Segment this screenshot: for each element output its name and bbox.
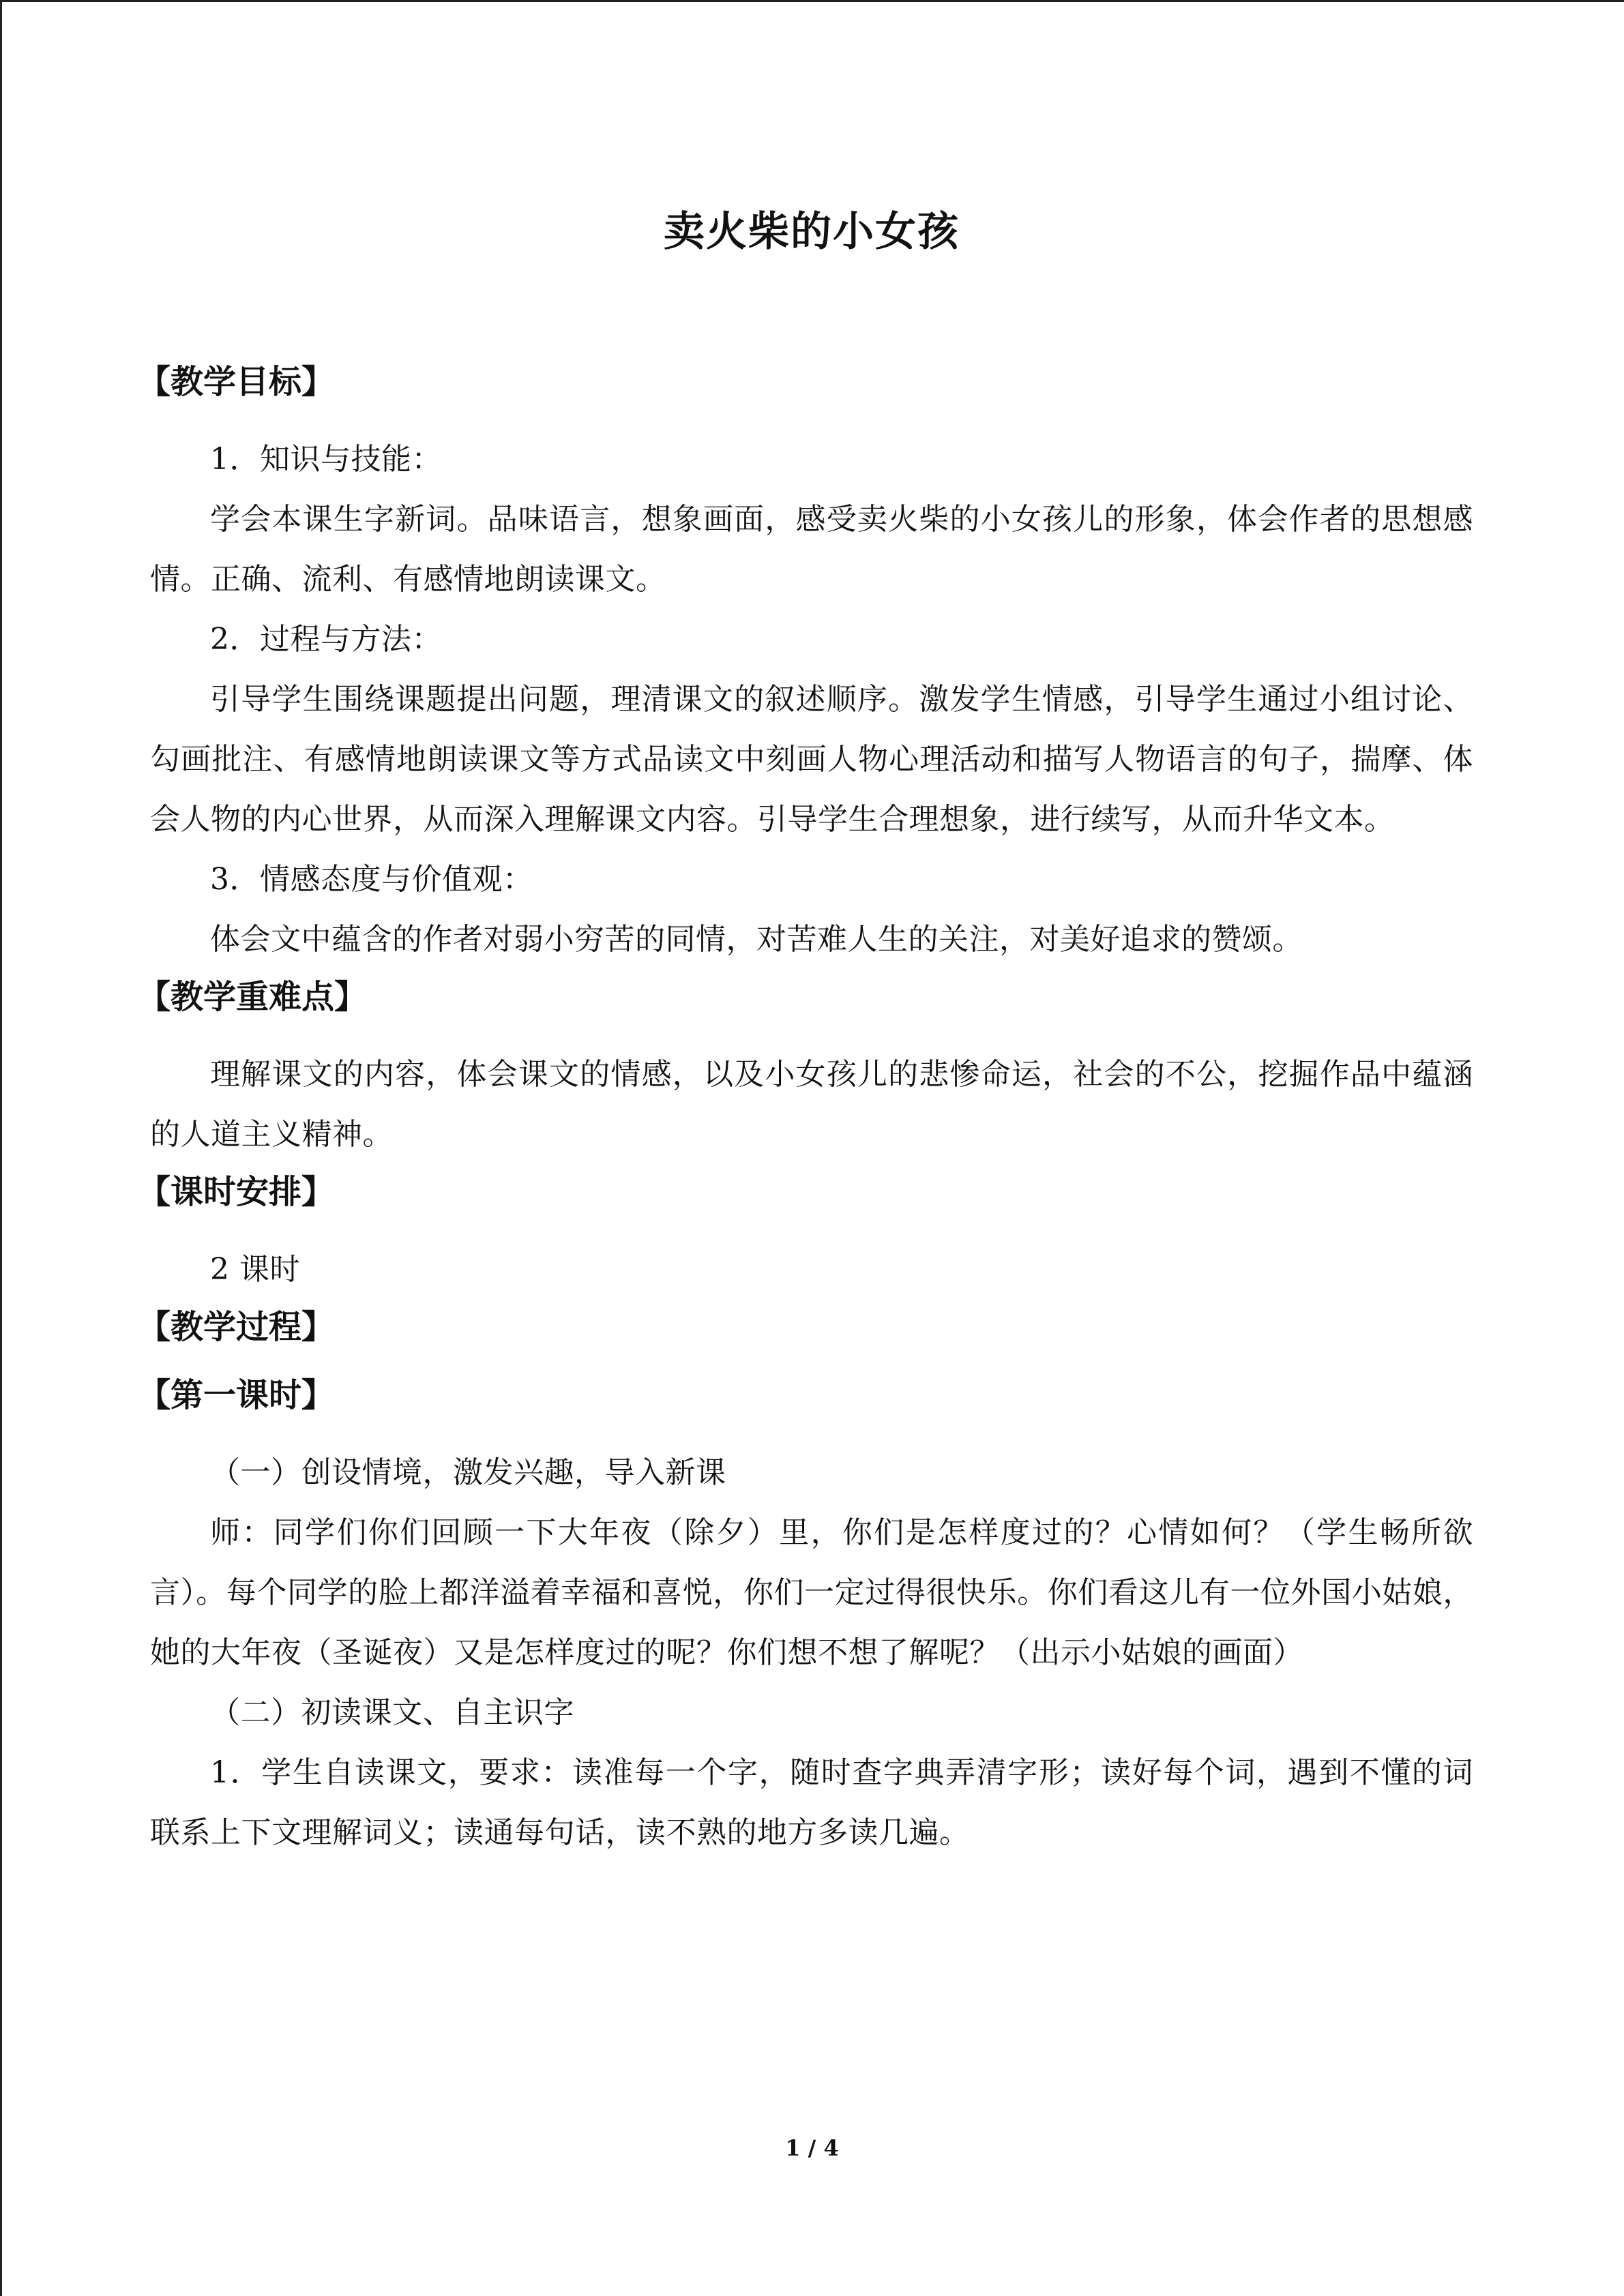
lesson1-text-2: 1．学生自读课文，要求：读准每一个字，随时查字典弄清字形；读好每个词，遇到不懂的词联系上下文理解词义；读通每句话，读不熟的地方多读几遍。	[150, 1755, 1473, 1850]
document-title: 卖火柴的小女孩	[664, 208, 960, 256]
heading-teaching-process: 【教学过程】	[138, 1308, 335, 1346]
heading-key-difficulties: 【教学重难点】	[138, 978, 368, 1016]
lesson1-step-1: （一）创设情境，激发兴趣，导入新课	[210, 1455, 726, 1490]
goals-text-1: 学会本课生字新词。品味语言，想象画面，感受卖火柴的小女孩儿的形象，体会作者的思想感情。正确、流利、有感情地朗读课文。	[150, 502, 1473, 597]
goals-item-1: 1．知识与技能：	[210, 442, 442, 477]
heading-teaching-goals: 【教学目标】	[138, 363, 335, 401]
page-number: 1 / 4	[785, 2135, 839, 2161]
page-top-border	[0, 0, 1624, 2]
goals-text-3: 体会文中蕴含的作者对弱小穷苦的同情，对苦难人生的关注，对美好追求的赞颂。	[210, 922, 1303, 957]
lesson1-text-1: 师：同学们你们回顾一下大年夜（除夕）里，你们是怎样度过的？心情如何？（学生畅所欲言）。每个同学的脸上都洋溢着幸福和喜悦，你们一定过得很快乐。你们看这儿有一位外国小姑娘，她的大年夜（圣诞夜）又是怎样度过的呢？你们想不想了解呢？（出示小姑娘的画面）	[150, 1515, 1473, 1670]
goals-item-3: 3．情感态度与价值观：	[210, 862, 533, 897]
lesson1-step-2: （二）初读课文、自主识字	[210, 1695, 574, 1730]
page-left-border	[0, 0, 2, 2296]
heading-schedule: 【课时安排】	[138, 1173, 335, 1211]
heading-lesson-1: 【第一课时】	[138, 1376, 335, 1414]
page-content	[138, 205, 1473, 1863]
goals-item-2: 2．过程与方法：	[210, 622, 442, 657]
goals-text-2: 引导学生围绕课题提出问题，理清课文的叙述顺序。激发学生情感，引导学生通过小组讨论、勾画批注、有感情地朗读课文等方式品读文中刻画人物心理活动和描写人物语言的句子，揣摩、体会人物的内心世界，从而深入理解课文内容。引导学生合理想象，进行续写，从而升华文本。	[150, 682, 1473, 837]
difficulties-text: 理解课文的内容，体会课文的情感，以及小女孩儿的悲惨命运，社会的不公，挖掘作品中蕴涵的人道主义精神。	[150, 1057, 1473, 1152]
schedule-text: 2 课时	[210, 1252, 300, 1287]
